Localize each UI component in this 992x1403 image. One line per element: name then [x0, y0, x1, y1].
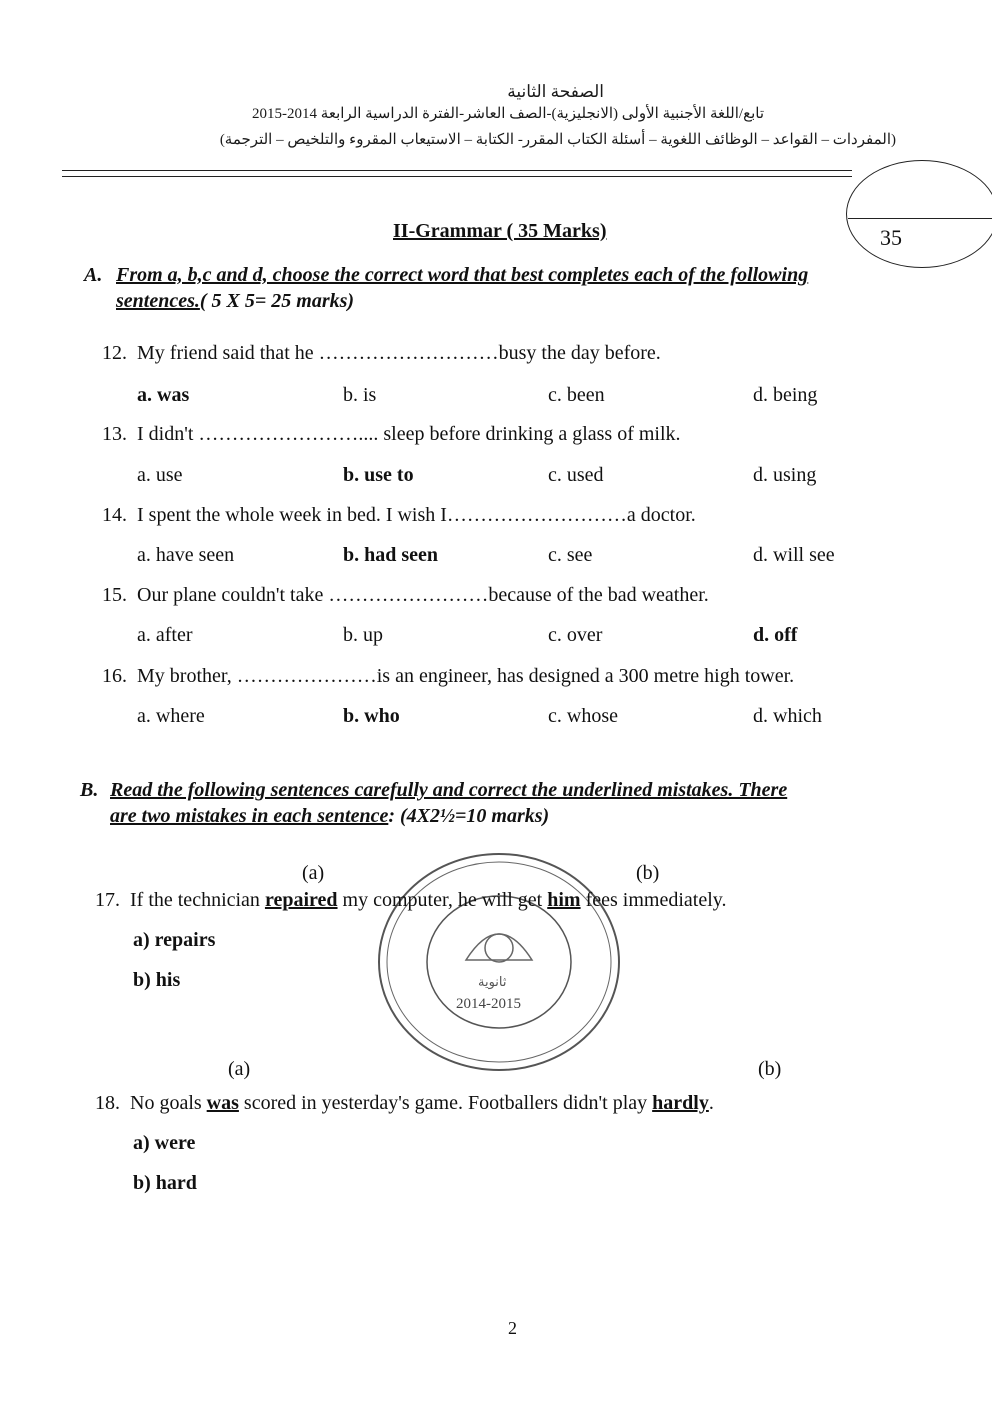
option-16a: a. where [137, 705, 205, 727]
option-16d: d. which [753, 705, 822, 727]
option-12d: d. being [753, 384, 818, 406]
part-a-instruction-line1: From a, b,c and d, choose the correct word that best completes each of the following [116, 264, 809, 286]
part-b-instruction-line1: Read the following sentences carefully and correct the underlined mistakes. There [110, 779, 788, 801]
q17-answer-a: a) repairs [133, 929, 216, 951]
option-13c: c. used [548, 464, 604, 486]
question-13: 13. I didn't …………………….... sleep before drinking a glass of milk. [102, 423, 681, 445]
question-14: 14. I spent the whole week in bed. I wish I………………………a doctor. [102, 504, 696, 526]
option-12b: b. is [343, 384, 377, 406]
topics-line: (المفردات – القواعد – الوظائف اللغوية – أسئلة الكتاب المقرر- الكتابة – الاستيعاب المقروء والتلخيص – الترجمة) [219, 132, 896, 148]
score-divider [848, 218, 992, 219]
option-14a: a. have seen [137, 544, 235, 566]
option-16c: c. whose [548, 705, 618, 727]
q17-label-b: (b) [636, 862, 660, 884]
option-15d: d. off [753, 624, 798, 646]
option-14d: d. will see [753, 544, 835, 566]
option-16b: b. who [343, 705, 400, 727]
part-a-letter: A. [84, 264, 103, 286]
option-13a: a. use [137, 464, 183, 486]
part-b-letter: B. [80, 779, 99, 801]
page-number: 2 [508, 1318, 517, 1338]
option-15c: c. over [548, 624, 603, 646]
score-circle [846, 160, 992, 268]
page-label: الصفحة الثانية [507, 82, 604, 101]
part-a-instruction-line2: sentences.( 5 X 5= 25 marks) [116, 290, 355, 312]
subject-line: تابع/اللغة الأجنبية الأولى (الانجليزية)-الصف العاشر-الفترة الدراسية الرابعة 2014-2015 [252, 106, 764, 122]
q18-label-a: (a) [228, 1058, 251, 1080]
question-15: 15. Our plane couldn't take ……………………because of the bad weather. [102, 584, 709, 606]
q18-answer-a: a) were [133, 1132, 196, 1154]
question-17: 17. If the technician repaired my computer, he will get him fees immediately. [95, 889, 727, 911]
section-title: II-Grammar ( 35 Marks) [393, 220, 607, 242]
q18-label-b: (b) [758, 1058, 782, 1080]
header-divider-top [62, 170, 852, 171]
option-12c: c. been [548, 384, 605, 406]
option-13b: b. use to [343, 464, 414, 486]
question-18: 18. No goals was scored in yesterday's game. Footballers didn't play hardly. [95, 1092, 714, 1114]
stamp-year: 2014-2015 [456, 996, 521, 1012]
part-b-instruction-line2: are two mistakes in each sentence: (4X2½=10 marks) [110, 805, 550, 827]
option-15a: a. after [137, 624, 193, 646]
q17-label-a: (a) [302, 862, 325, 884]
q17-answer-b: b) his [133, 969, 181, 991]
option-15b: b. up [343, 624, 383, 646]
stamp-center-text: ثانوية [478, 975, 507, 990]
option-14c: c. see [548, 544, 593, 566]
header-divider-bottom [62, 176, 852, 177]
school-stamp [374, 848, 624, 1076]
score-total: 35 [880, 225, 902, 250]
q18-answer-b: b) hard [133, 1172, 197, 1194]
question-12: 12. My friend said that he ………………………busy the day before. [102, 342, 661, 364]
option-13d: d. using [753, 464, 817, 486]
question-16: 16. My brother, …………………is an engineer, has designed a 300 metre high tower. [102, 665, 795, 687]
option-14b: b. had seen [343, 544, 439, 566]
emblem-icon [466, 934, 532, 960]
option-12a: a. was [137, 384, 190, 406]
